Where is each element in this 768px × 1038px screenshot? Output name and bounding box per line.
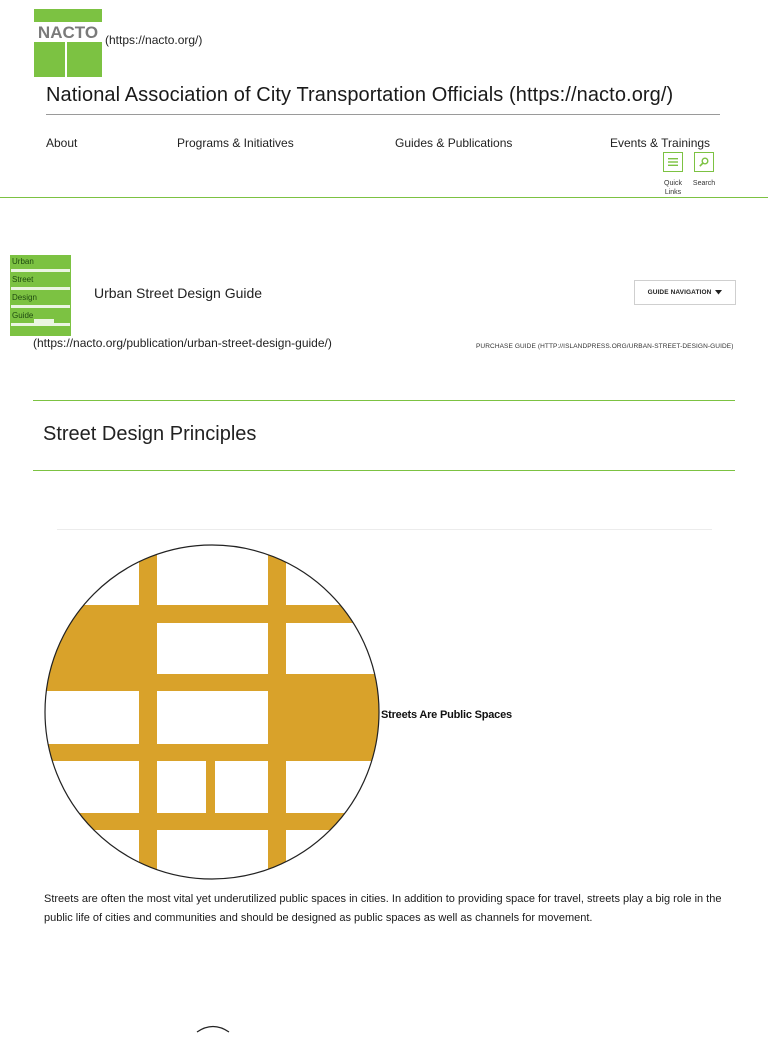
- section-rule-bottom: [33, 470, 735, 471]
- logo-url[interactable]: (https://nacto.org/): [105, 33, 203, 47]
- caret-down-icon: [715, 290, 722, 295]
- guide-navigation-label: GUIDE NAVIGATION: [647, 289, 712, 296]
- org-name-link[interactable]: National Association of City Transportation Officials (https://nacto.org/): [46, 84, 674, 106]
- section-rule-top: [33, 400, 735, 401]
- section-title: Street Design Principles: [43, 423, 257, 445]
- header-divider: [0, 197, 768, 198]
- nacto-logo[interactable]: [34, 9, 102, 77]
- guide-navigation-button[interactable]: [634, 280, 736, 305]
- content-divider: [57, 529, 712, 530]
- nav-guides-publications[interactable]: Guides & Publications: [395, 136, 513, 150]
- menu-lines-icon: [668, 158, 678, 166]
- nav-programs-initiatives[interactable]: Programs & Initiatives: [177, 136, 294, 150]
- next-illustration-edge: [196, 1020, 230, 1030]
- search-button[interactable]: [694, 152, 714, 172]
- magnifier-icon: [699, 157, 709, 167]
- guide-url[interactable]: (https://nacto.org/publication/urban-street-design-guide/): [33, 336, 332, 350]
- guide-cover-image[interactable]: [10, 255, 71, 336]
- nav-events-trainings[interactable]: Events & Trainings: [610, 136, 711, 150]
- cover-word-urban: Urban: [12, 257, 34, 266]
- guide-title[interactable]: Urban Street Design Guide: [94, 285, 263, 301]
- logo-text: NACTO: [37, 23, 99, 42]
- principle-label[interactable]: Streets Are Public Spaces: [381, 709, 512, 721]
- search-caption: Search: [692, 180, 716, 187]
- cover-word-design: Design: [12, 293, 37, 302]
- nav-about[interactable]: About: [46, 136, 78, 150]
- public-spaces-illustration: [43, 543, 381, 881]
- org-divider: [46, 114, 720, 115]
- quick-links-caption: Quick Links: [664, 180, 682, 196]
- cover-word-guide: Guide: [12, 311, 34, 320]
- purchase-guide-link[interactable]: PURCHASE GUIDE (HTTP://ISLANDPRESS.ORG/URBAN-STREET-DESIGN-GUIDE): [476, 343, 734, 350]
- principle-description: Streets are often the most vital yet underutilized public spaces in cities. In addition to providing space for travel, streets play a big role in the public life of cities and communities and should be designed as public spaces as well as channels for movement.: [44, 893, 722, 924]
- cover-word-street: Street: [12, 275, 34, 284]
- quick-links-button[interactable]: [663, 152, 683, 172]
